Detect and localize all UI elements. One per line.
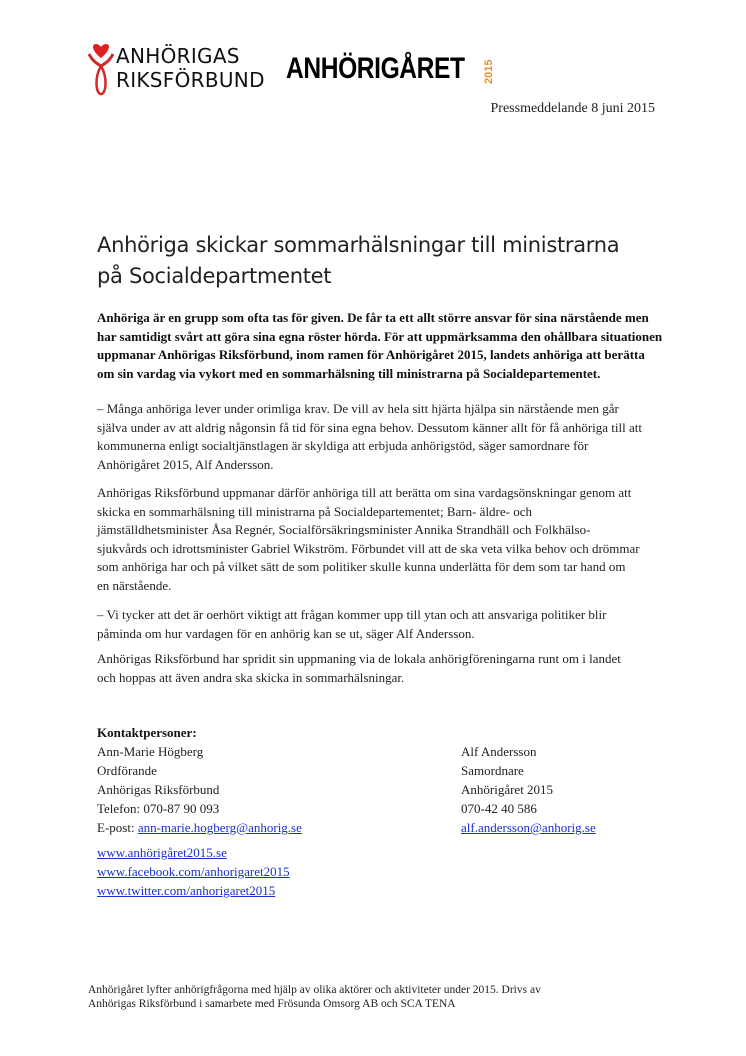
body-paragraph-1	[97, 400, 642, 474]
text-line: skicka en sommarhälsning till ministrarna på Socialdepartementet; Barn- äldre- och	[97, 503, 532, 519]
text-line: själva under av att aldrig någonsin få tid för sina egna behov. Dessutom känner allt för få anhöriga till att	[97, 419, 642, 435]
text-line: kommunerna enligt socialtjänstlagen är skyldiga att erbjuda anhörigstöd, säger samordnare för	[97, 438, 589, 453]
heart-person-logo-icon	[88, 42, 114, 98]
contact-name: Alf Andersson	[461, 744, 537, 759]
title-line: Anhöriga skickar sommarhälsningar till ministrarna	[97, 233, 620, 257]
logo-line-2: RIKSFÖRBUND	[116, 68, 265, 92]
text-line: Anhörigas Riksförbund uppmanar därför anhöriga till att berätta om sina vardagsönskningar genom att	[97, 485, 632, 500]
text-line: sjukvårds och idrottsminister Gabriel Wikström. Förbundet vill att de ska veta vilka behov och drömmar	[97, 540, 640, 556]
contact-role: Samordnare	[461, 763, 524, 778]
contact-right	[461, 742, 596, 837]
text-line: Anhöriga är en grupp som ofta tas för given. De får ta ett allt större ansvar för sina närstående men	[97, 310, 649, 325]
body-paragraph-2	[97, 484, 640, 595]
press-release-date: Pressmeddelande 8 juni 2015	[490, 101, 655, 116]
footer-line: Anhörigåret lyfter anhörigfrågorna med hjälp av olika aktörer och aktiviteter under 2015. Drivs av	[88, 984, 541, 996]
contact-email-link[interactable]: alf.andersson@anhorig.se	[461, 820, 596, 835]
logo-line-1: ANHÖRIGAS	[116, 44, 240, 68]
contact-role: Ordförande	[97, 763, 157, 778]
twitter-link[interactable]: www.twitter.com/anhorigaret2015	[97, 883, 276, 898]
text-line: har samtidigt svårt att göra sina egna röster hörda. För att uppmärksamma den ohållbara situationen	[97, 328, 663, 344]
footer-note	[88, 983, 541, 1011]
text-line: – Många anhöriga lever under orimliga krav. De vill av hela sitt hjärta hjälpa sin närstående men går	[97, 401, 619, 416]
contact-name: Ann-Marie Högberg	[97, 744, 204, 759]
text-line: uppmanar Anhörigas Riksförbund, inom ramen för Anhörigåret 2015, landets anhöriga att berätta	[97, 347, 645, 362]
footer-line: Anhörigas Riksförbund i samarbete med Frösunda Omsorg AB och SCA TENA	[88, 998, 456, 1010]
body-paragraph-4	[97, 650, 621, 687]
text-line: som anhöriga har och på vilket sätt de som politiker skulle kunna underlätta för dem som tar hand om	[97, 559, 626, 574]
text-line: – Vi tycker att det är oerhört viktigt att frågan kommer upp till ytan och att ansvariga politiker blir	[97, 607, 607, 622]
contact-phone: Telefon: 070-87 90 093	[97, 801, 220, 816]
contact-email-link[interactable]: ann-marie.hogberg@anhorig.se	[137, 820, 302, 835]
contact-left	[97, 723, 302, 837]
text-line: jämställdhetsminister Åsa Regnér, Socialförsäkringsminister Annika Strandhäll och Folkhälso-	[97, 522, 591, 537]
contact-phone: 070-42 40 586	[461, 801, 537, 816]
email-label: E-post:	[97, 820, 138, 835]
page-title	[97, 230, 619, 292]
contact-org: Anhörigas Riksförbund	[97, 782, 220, 797]
text-line: påminda om hur vardagen för en anhörig kan se ut, säger Alf Andersson.	[97, 625, 475, 641]
text-line: om sin vardag via vykort med en sommarhälsning till ministrarna på Socialdepartementet.	[97, 365, 601, 381]
facebook-link[interactable]: www.facebook.com/anhorigaret2015	[97, 864, 290, 879]
contact-org: Anhörigåret 2015	[461, 782, 554, 797]
campaign-logo-year: 2015	[483, 59, 495, 84]
lead-paragraph	[97, 309, 662, 383]
text-line: en närstående.	[97, 577, 172, 593]
campaign-logo: ANHÖRIGÅRET	[286, 52, 465, 85]
text-line: Anhörigåret 2015, Alf Andersson.	[97, 456, 274, 472]
text-line: och hoppas att även andra ska skicka in sommarhälsningar.	[97, 669, 405, 685]
title-line: på Socialdepartmentet	[97, 264, 332, 288]
org-logo-text	[116, 44, 265, 92]
website-link[interactable]: www.anhörigåret2015.se	[97, 845, 227, 860]
body-paragraph-3	[97, 606, 606, 643]
contacts-heading: Kontaktpersoner:	[97, 725, 197, 740]
web-links	[97, 843, 290, 900]
text-line: Anhörigas Riksförbund har spridit sin uppmaning via de lokala anhörigföreningarna runt om i landet	[97, 651, 621, 666]
